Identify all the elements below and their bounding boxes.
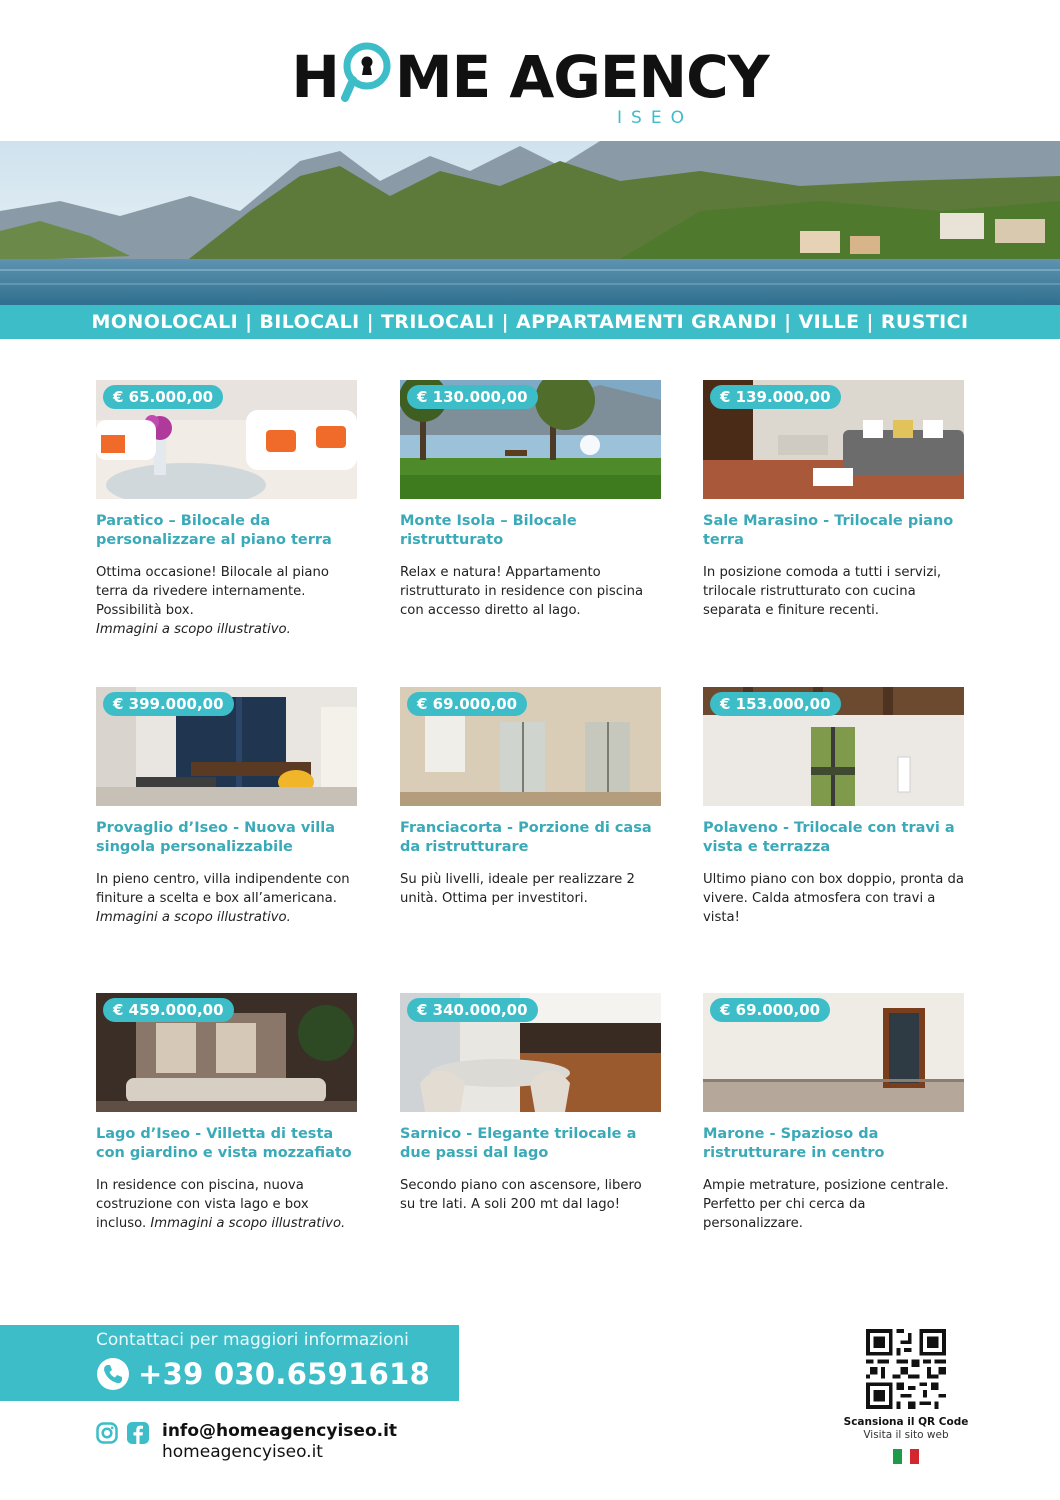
listing-photo[interactable] (703, 687, 964, 806)
listing-photo[interactable] (96, 687, 357, 806)
qr-subtitle: Visita il sito web (863, 1429, 949, 1441)
description-text: Ottima occasione! Bilocale al piano terra da rivedere internamente. Possibilità box. (96, 565, 329, 618)
listing-title[interactable]: Provaglio d’Iseo - Nuova villa singola personalizzabile (96, 820, 335, 855)
listing-description (400, 870, 661, 908)
listing-description (400, 1176, 661, 1214)
listing-card[interactable] (703, 993, 964, 1233)
listing-photo[interactable] (400, 993, 661, 1112)
listing-card[interactable] (400, 687, 661, 908)
qr-title: Scansiona il QR Code (843, 1416, 969, 1428)
description-text: In pieno centro, villa indipendente con finiture a scelta e box all’americana. (96, 872, 350, 906)
listing-card[interactable] (96, 993, 357, 1233)
description-text: Relax e natura! Appartamento ristrutturato in residence con piscina con accesso diretto al lago. (400, 565, 644, 618)
logo-subtitle: ISEO (617, 108, 693, 128)
listing-description (96, 563, 357, 639)
listing-title[interactable]: Franciacorta - Porzione di casa da ristrutturare (400, 820, 652, 855)
listing-description (703, 563, 964, 620)
listing-card[interactable] (703, 380, 964, 620)
logo-text: ME AGENCY (394, 43, 769, 111)
listing-card[interactable] (96, 380, 357, 639)
description-text: Ultimo piano con box doppio, pronta da vivere. Calda atmosfera con travi a vista! (703, 872, 965, 925)
listing-description (703, 1176, 964, 1233)
description-text: In residence con piscina, nuova costruzione con vista lago e box incluso. (96, 1178, 309, 1231)
price-badge: € 69.000,00 (710, 998, 830, 1022)
listing-description (400, 563, 661, 620)
listing-title[interactable]: Polaveno - Trilocale con travi a vista e terrazza (703, 820, 955, 855)
phone-icon (96, 1357, 130, 1391)
contact-label: Contattaci per maggiori informazioni (96, 1330, 409, 1350)
listing-photo[interactable] (400, 687, 661, 806)
price-badge: € 153.000,00 (710, 692, 841, 716)
description-text: Secondo piano con ascensore, libero su tre lati. A soli 200 mt dal lago! (400, 1178, 642, 1212)
contact-box (0, 1325, 459, 1401)
price-badge: € 65.000,00 (103, 385, 223, 409)
listing-photo[interactable] (703, 993, 964, 1112)
price-badge: € 139.000,00 (710, 385, 841, 409)
price-badge: € 340.000,00 (407, 998, 538, 1022)
price-badge: € 399.000,00 (103, 692, 234, 716)
phone-link[interactable] (96, 1357, 430, 1391)
instagram-icon[interactable] (96, 1422, 118, 1444)
listing-photo[interactable] (96, 380, 357, 499)
listing-description (96, 1176, 357, 1233)
listing-photo[interactable] (703, 380, 964, 499)
phone-number[interactable]: +39 030.6591618 (138, 1357, 431, 1391)
key-pin-icon (341, 40, 393, 106)
email-link[interactable]: info@homeagencyiseo.it (162, 1421, 398, 1441)
listing-description (703, 870, 964, 927)
categories-band: MONOLOCALI | BILOCALI | TRILOCALI | APPARTAMENTI GRANDI | VILLE | RUSTICI (0, 305, 1060, 339)
listing-card[interactable] (400, 380, 661, 620)
price-badge: € 69.000,00 (407, 692, 527, 716)
listing-photo[interactable] (96, 993, 357, 1112)
illustrative-note: Immagini a scopo illustrativo. (150, 1216, 346, 1231)
price-badge: € 459.000,00 (103, 998, 234, 1022)
listing-card[interactable] (703, 687, 964, 927)
description-text: Su più livelli, ideale per realizzare 2 unità. Ottima per investitori. (400, 872, 635, 906)
listing-photo[interactable] (400, 380, 661, 499)
logo-wordmark (291, 40, 769, 111)
listing-title[interactable]: Paratico – Bilocale da personalizzare al piano terra (96, 513, 332, 548)
facebook-icon[interactable] (127, 1422, 149, 1444)
qr-code[interactable] (866, 1329, 946, 1414)
price-badge: € 130.000,00 (407, 385, 538, 409)
listing-title[interactable]: Marone - Spazioso da ristrutturare in centro (703, 1126, 885, 1161)
illustrative-note: Immagini a scopo illustrativo. (96, 910, 291, 925)
listing-title[interactable]: Sale Marasino - Trilocale piano terra (703, 513, 954, 548)
listing-description (96, 870, 357, 927)
listing-title[interactable]: Sarnico - Elegante trilocale a due passi dal lago (400, 1126, 637, 1161)
description-text: In posizione comoda a tutti i servizi, trilocale ristrutturato con cucina separata e finiture recenti. (703, 565, 942, 618)
italian-flag (893, 1449, 919, 1464)
logo-letter-h: H (291, 43, 339, 111)
website-link[interactable]: homeagencyiseo.it (162, 1442, 323, 1462)
description-text: Ampie metrature, posizione centrale. Perfetto per chi cerca da personalizzare. (703, 1178, 949, 1231)
hero-lake-image (0, 141, 1060, 306)
listing-title[interactable]: Monte Isola – Bilocale ristrutturato (400, 513, 577, 548)
listing-card[interactable] (96, 687, 357, 927)
illustrative-note: Immagini a scopo illustrativo. (96, 622, 291, 637)
listing-title[interactable]: Lago d’Iseo - Villetta di testa con giardino e vista mozzafiato (96, 1126, 352, 1161)
listing-card[interactable] (400, 993, 661, 1214)
logo (0, 40, 1060, 130)
social-icons (96, 1422, 149, 1444)
